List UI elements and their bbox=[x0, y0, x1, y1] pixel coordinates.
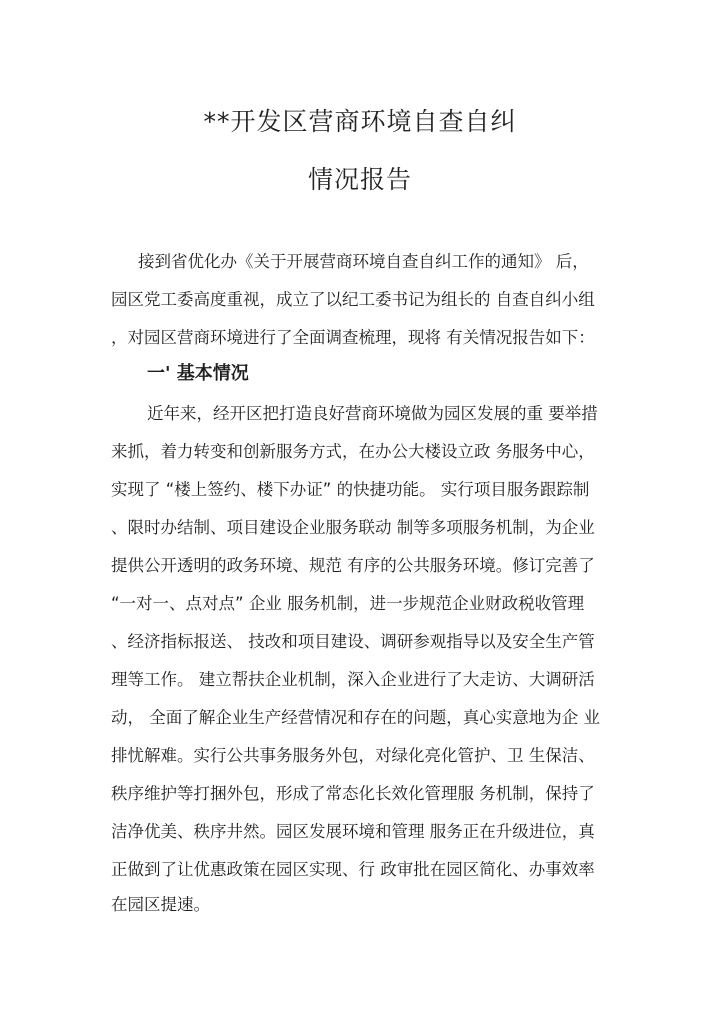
document-title-line1: **开发区营商环境自查自纠 bbox=[203, 107, 517, 136]
intro-line-1: 接到省优化办《关于开展营商环境自查自纠工作的通知》 后， bbox=[138, 252, 589, 271]
section-heading-basic-situation: 一' 基本情况 bbox=[147, 363, 249, 384]
section1-line-13: 正做到了让优惠政策在园区实现、行 政审批在园区简化、办事效率 bbox=[111, 860, 595, 879]
section1-line-11: 秩序维护等打捆外包，形成了常态化长效化管理服 务机制，保持了 bbox=[111, 784, 595, 803]
section1-line-4: 、限时办结制、项目建设企业服务联动 制等多项服务机制，为企业 bbox=[111, 518, 595, 537]
section1-line-14: 在园区提速。 bbox=[111, 895, 210, 914]
section1-line-8: 理等工作。 建立帮扶企业机制，深入企业进行了大走访、大调研活 bbox=[111, 670, 595, 689]
intro-line-2: 园区党工委高度重视，成立了以纪工委书记为组长的 自查自纠小组 bbox=[111, 290, 595, 309]
section1-line-3: 实现了 “楼上签约、楼下办证” 的快捷功能。 实行项目服务跟踪制 bbox=[111, 480, 590, 499]
document-title-line2: 情况报告 bbox=[307, 165, 412, 194]
section1-line-1: 近年来，经开区把打造良好营商环境做为园区发展的重 要举措 bbox=[147, 404, 598, 423]
section1-line-5: 提供公开透明的政务环境、规范 有序的公共服务环境。修订完善了 bbox=[111, 556, 595, 575]
section1-line-2: 来抓，着力转变和创新服务方式，在办公大楼设立政 务服务中心， bbox=[111, 442, 595, 461]
section1-line-7: 、经济指标报送、 技改和项目建设、调研参观指导以及安全生产管 bbox=[111, 632, 595, 651]
section1-line-9: 动， 全面了解企业生产经营情况和存在的问题，真心实意地为企 业 bbox=[111, 708, 600, 727]
intro-line-3: ，对园区营商环境进行了全面调查梳理，现将 有关情况报告如下： bbox=[111, 328, 595, 347]
section1-line-6: “一对一、点对点” 企业 服务机制，进一步规范企业财政税收管理 bbox=[111, 594, 585, 613]
section1-line-10: 排忧解难。实行公共事务服务外包，对绿化亮化管护、卫 生保洁、 bbox=[111, 746, 595, 765]
section1-line-12: 洁净优美、秩序井然。园区发展环境和管理 服务正在升级进位，真 bbox=[111, 822, 595, 841]
